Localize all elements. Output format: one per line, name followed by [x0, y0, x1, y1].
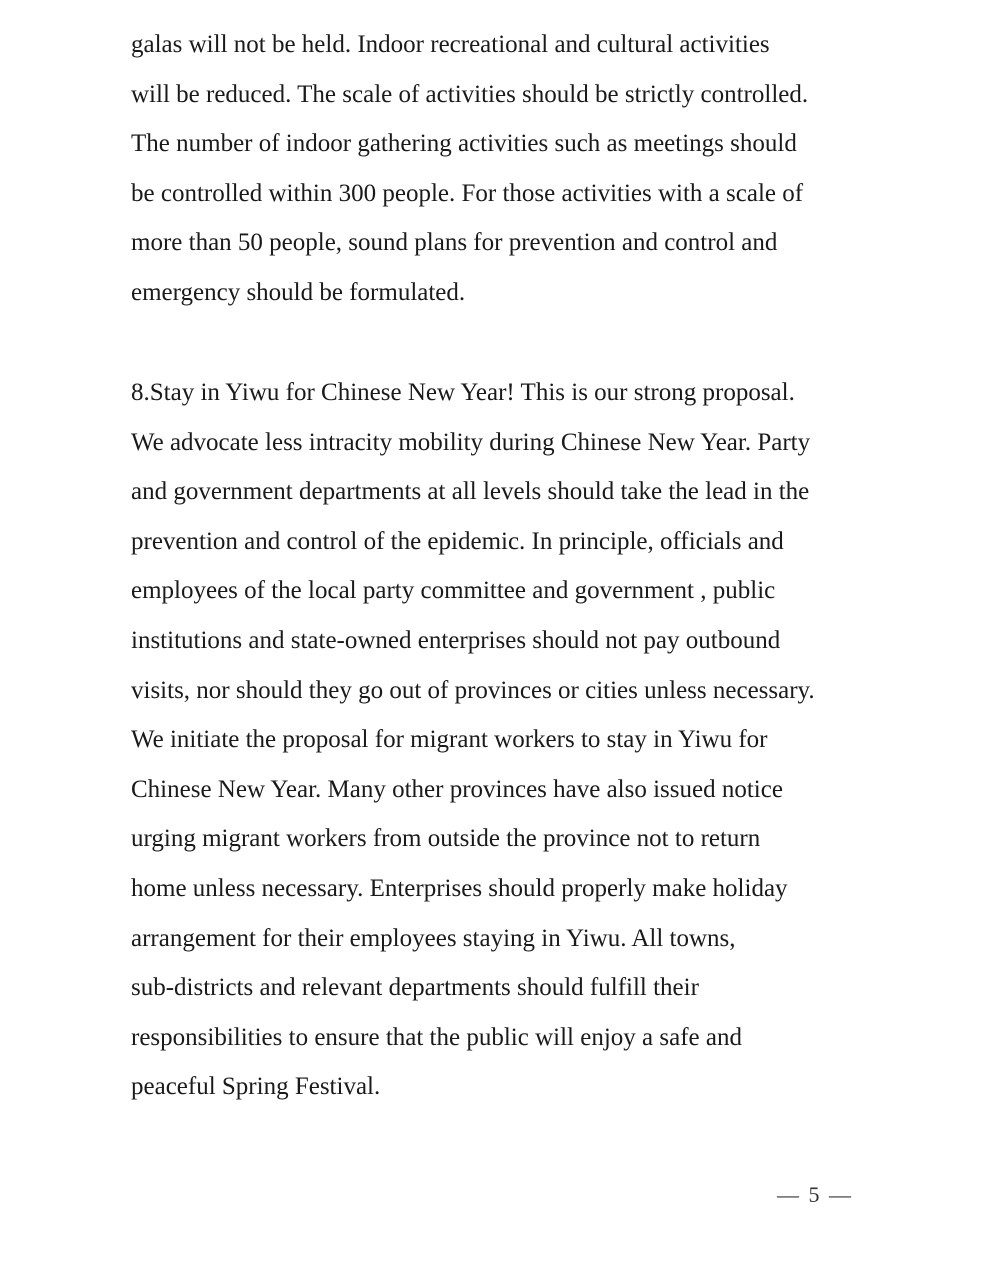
text-line: sub-districts and relevant departments should fulfill their [131, 974, 699, 1002]
paragraph-continuation [131, 20, 856, 318]
text-line: We advocate less intracity mobility during Chinese New Year. Party [131, 428, 811, 456]
text-line: peaceful Spring Festival. [131, 1073, 381, 1101]
text-line: We initiate the proposal for migrant workers to stay in Yiwu for [131, 726, 768, 754]
page-number: — 5 — [777, 1182, 853, 1207]
text-line: be controlled within 300 people. For those activities with a scale of [131, 179, 804, 207]
text-line: urging migrant workers from outside the province not to return [131, 825, 761, 853]
text-line: galas will not be held. Indoor recreational and cultural activities [131, 31, 770, 58]
text-line: The number of indoor gathering activities such as meetings should [131, 130, 797, 158]
paragraph-item-8 [131, 368, 856, 1112]
text-line: home unless necessary. Enterprises should properly make holiday [131, 874, 788, 902]
text-line: 8.Stay in Yiwu for Chinese New Year! This is our strong proposal. [131, 379, 795, 406]
text-line: responsibilities to ensure that the public will enjoy a safe and [131, 1023, 742, 1051]
text-line: emergency should be formulated. [131, 278, 466, 306]
text-line: and government departments at all levels should take the lead in the [131, 478, 810, 506]
text-line: Chinese New Year. Many other provinces have also issued notice [131, 775, 783, 803]
text-line: will be reduced. The scale of activities should be strictly controlled. [131, 80, 809, 108]
text-line: institutions and state-owned enterprises should not pay outbound [131, 626, 781, 654]
text-line: visits, nor should they go out of provinces or cities unless necessary. [131, 676, 815, 704]
text-line: employees of the local party committee and government , public [131, 577, 776, 605]
text-line: more than 50 people, sound plans for prevention and control and [131, 229, 778, 257]
text-line: arrangement for their employees staying in Yiwu. All towns, [131, 924, 736, 952]
text-line: prevention and control of the epidemic. In principle, officials and [131, 527, 784, 555]
